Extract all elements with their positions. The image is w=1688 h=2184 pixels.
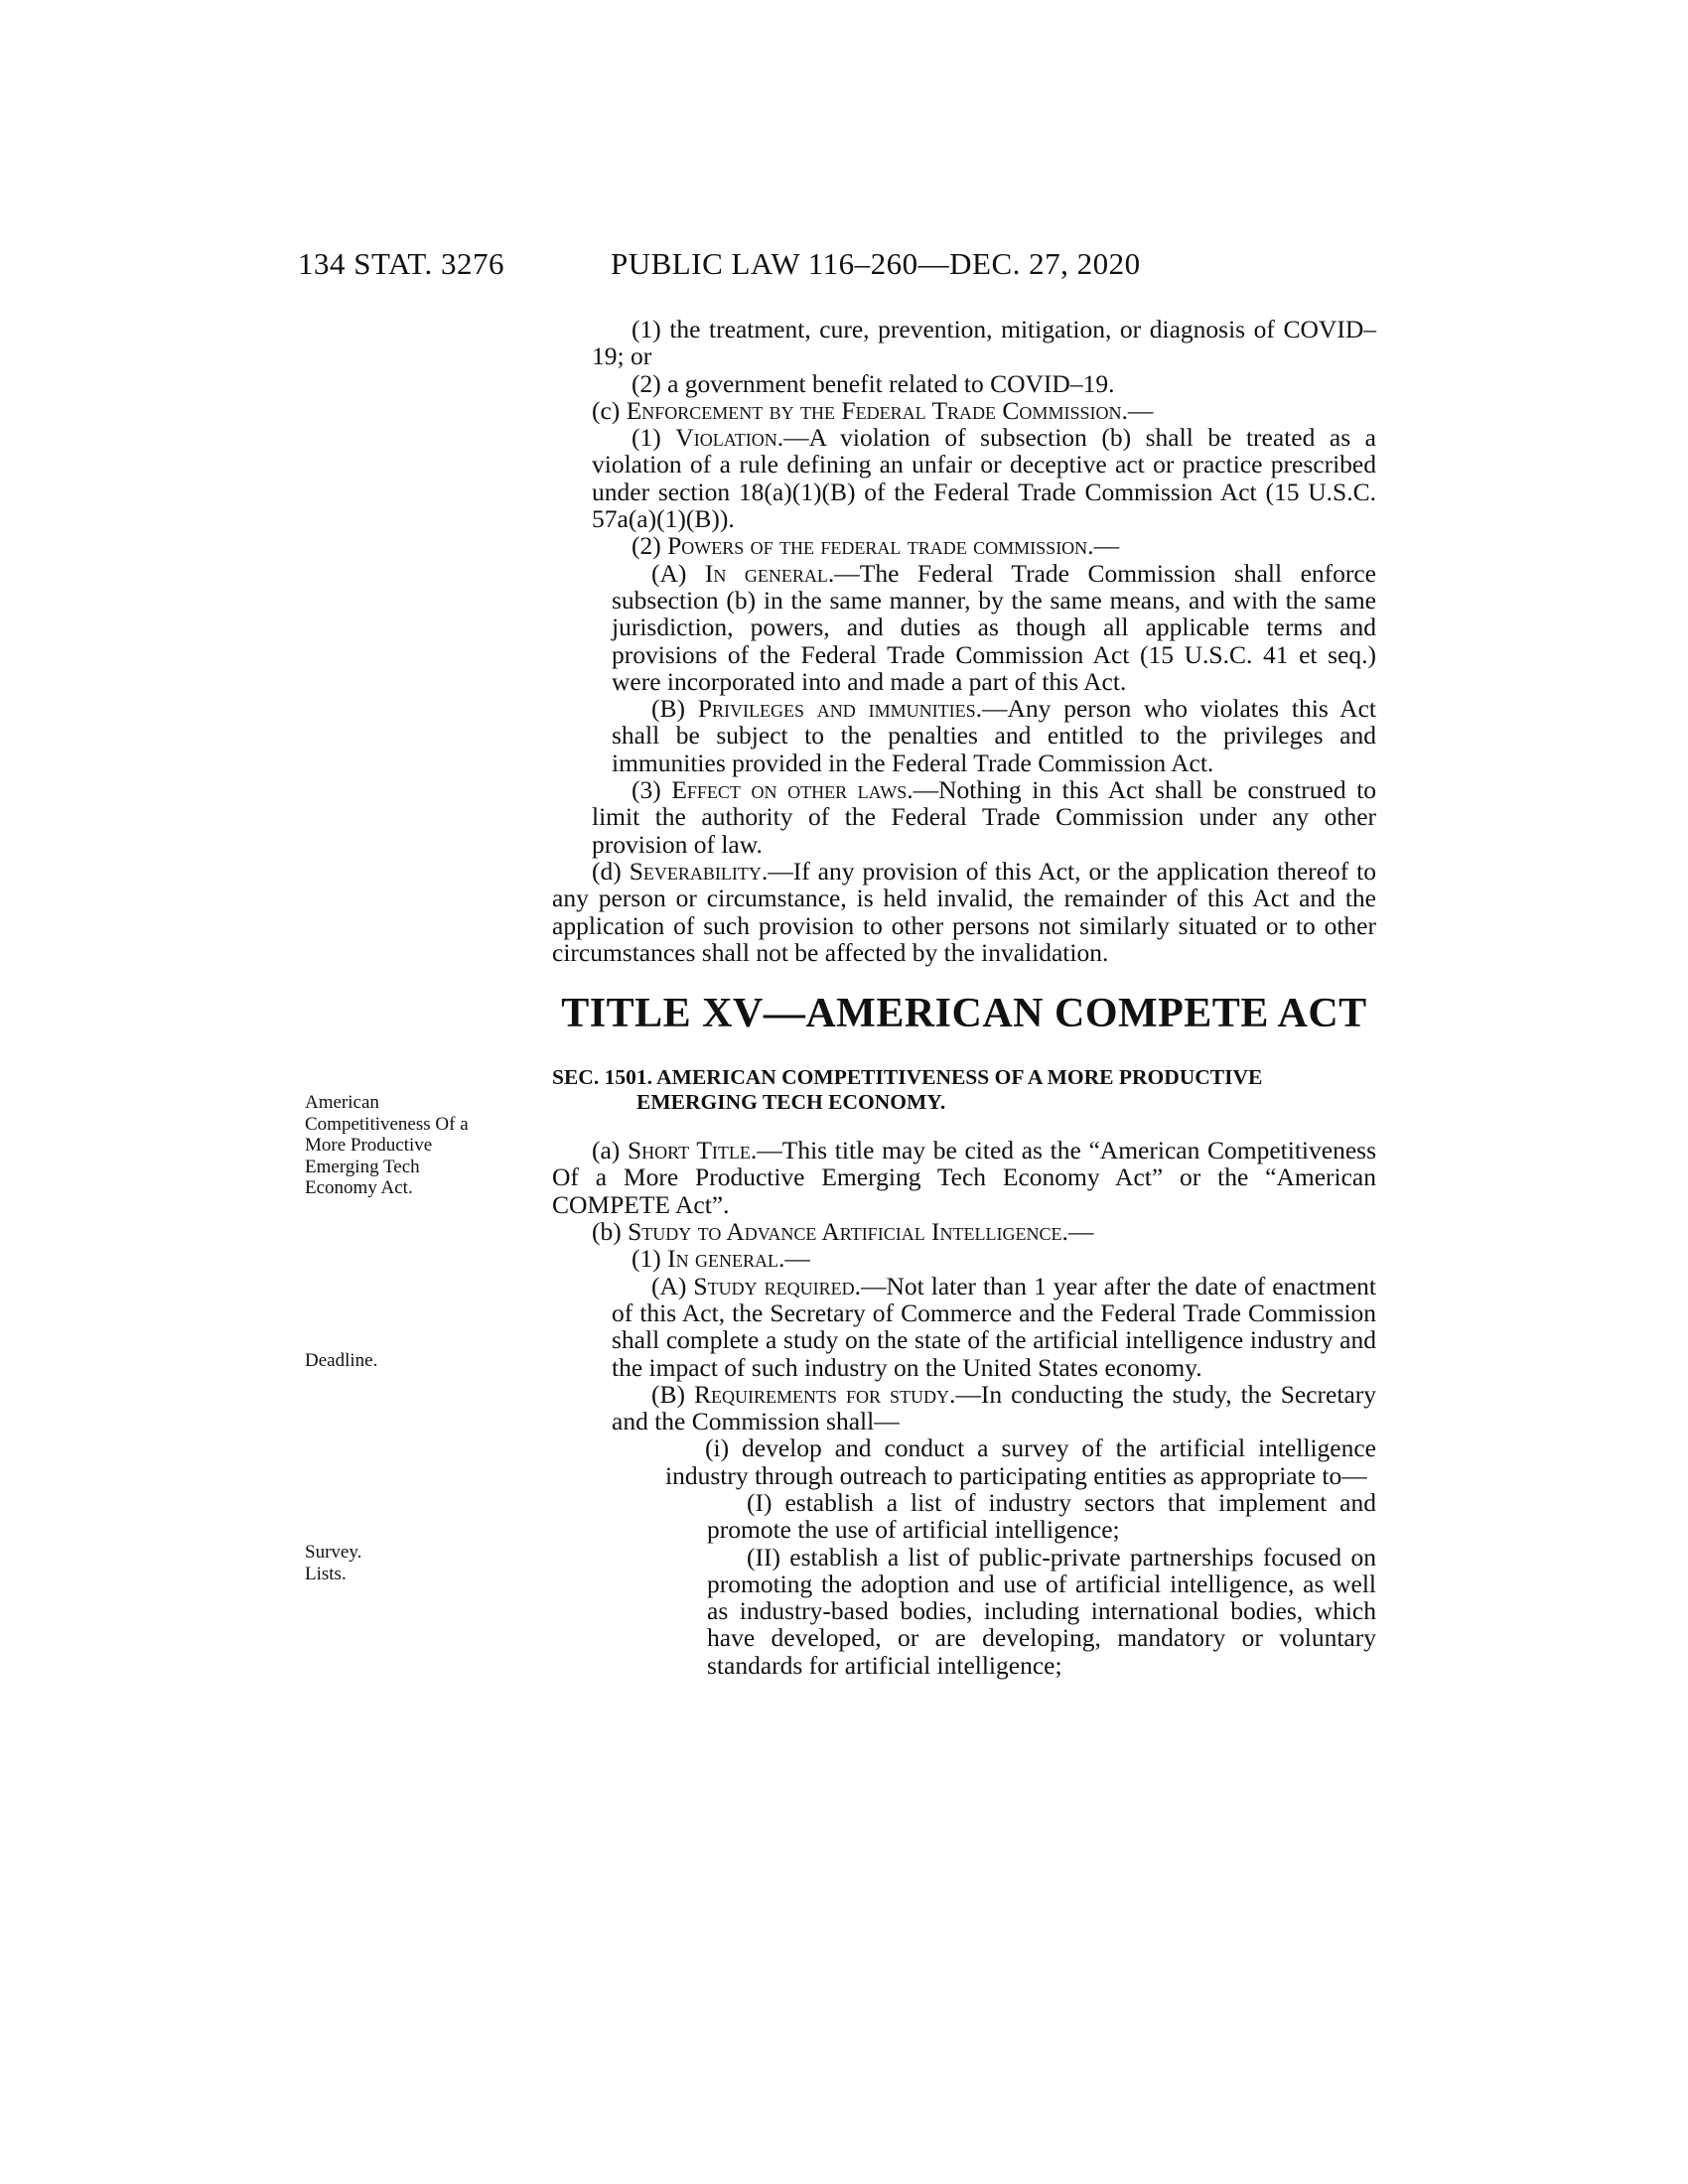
subsection-c-dash: —	[1127, 395, 1154, 425]
section-heading-line-1: SEC. 1501. AMERICAN COMPETITIVENESS OF A MORE PRODUCTIVE	[552, 1065, 1263, 1090]
subsection-d-text: —If any provision of this Act, or the application thereof to any person or circumstance, is held invalid, the remainder of this Act and the application of such provision to other persons not similarly situated or to other circumstances shall not be affected by the invalidation.	[552, 856, 1376, 967]
subparagraph-c2a-number: (A)	[651, 558, 705, 588]
subsection-a-heading: Short Title.	[628, 1136, 758, 1165]
paragraph-2: (2) a government benefit related to COVID–19.	[632, 368, 1115, 398]
paragraph-c3-number: (3)	[632, 775, 672, 805]
clause-i: (i) develop and conduct a survey of the artificial intelligence industry through outreach to participating entities as appropriate to—	[665, 1433, 1376, 1490]
subparagraph-c2b-number: (B)	[651, 694, 698, 724]
paragraph-c1-number: (1)	[632, 423, 676, 453]
subparagraph-c2a-heading: In general.	[704, 558, 835, 588]
page-header	[0, 246, 1688, 286]
subsection-c-heading: Enforcement by the Federal Trade Commission.	[626, 395, 1128, 425]
paragraph-c2-dash: —	[1093, 531, 1120, 561]
subsection-d-number: (d)	[592, 856, 630, 886]
subclause-II: (II) establish a list of public-private partnerships focused on promoting the adoption and use of artificial intelligence, as well as industry-based bodies, including international bodies, which have developed, or are developing, mandatory or voluntary standards for artificial intelligence;	[707, 1542, 1376, 1680]
section-heading	[552, 1065, 1376, 1115]
subparagraph-c2a	[552, 560, 1376, 695]
public-law-reference: PUBLIC LAW 116–260—DEC. 27, 2020	[611, 246, 1141, 281]
subparagraph-b1b-number: (B)	[651, 1379, 694, 1409]
subparagraph-b1b	[552, 1381, 1376, 1435]
paragraph-b1-heading: In general.	[667, 1244, 785, 1274]
subsection-b-number: (b)	[592, 1217, 629, 1247]
subsection-d-heading: Severability.	[629, 856, 769, 886]
subsection-c-number: (c)	[592, 395, 627, 425]
subparagraph-b1b-text: —In conducting the study, the Secretary and the Commission shall—	[612, 1379, 1376, 1436]
paragraph-c3	[552, 776, 1376, 858]
subsection-a-text: —This title may be cited as the “American Competitiveness Of a More Productive Emerging Tech Economy Act” or the “American COMPETE Act”.	[552, 1136, 1376, 1219]
subparagraph-c2b	[552, 695, 1376, 776]
subsection-b-heading: Study to Advance Artificial Intelligence.	[628, 1217, 1068, 1247]
statute-page-reference: 134 STAT. 3276	[298, 246, 505, 281]
subparagraph-c2a-text: —The Federal Trade Commission shall enforce subsection (b) in the same manner, by the same means, and with the same jurisdiction, powers, and duties as though all applicable terms and provisions of the Federal Trade Commission Act (15 U.S.C. 41 et seq.) were incorporated into and made a part of this Act.	[612, 558, 1377, 696]
subparagraph-b1a-text: —Not later than 1 year after the date of enactment of this Act, the Secretary of Commerce and the Federal Trade Commission shall complete a study on the state of the artificial intelligence industry and the impact of such industry on the United States economy.	[612, 1271, 1376, 1382]
document-body	[552, 316, 1376, 1679]
paragraph-c1	[552, 424, 1376, 532]
section-heading-line-2: EMERGING TECH ECONOMY.	[636, 1090, 946, 1115]
subsection-a	[552, 1137, 1376, 1218]
subparagraph-b1a	[552, 1273, 1376, 1381]
paragraph-c2	[552, 532, 1376, 559]
margin-note-survey	[305, 1542, 474, 1584]
paragraph-b1-number: (1)	[632, 1244, 668, 1274]
paragraph-b1-dash: —	[784, 1244, 810, 1274]
subparagraph-c2b-text: —Any person who violates this Act shall be subject to the penalties and entitled to the privileges and immunities provided in the Federal Trade Commission Act.	[612, 694, 1376, 777]
subparagraph-c2b-heading: Privileges and immunities.	[697, 694, 982, 724]
margin-note-deadline: Deadline.	[305, 1350, 378, 1371]
title-heading: TITLE XV—AMERICAN COMPETE ACT	[561, 991, 1367, 1037]
subsection-b	[552, 1218, 1376, 1245]
paragraph-c3-text: —Nothing in this Act shall be construed to limit the authority of the Federal Trade Commission under any other provision of law.	[592, 775, 1377, 859]
paragraph-c1-heading: Violation.	[675, 423, 784, 453]
paragraph-b1	[552, 1245, 1376, 1272]
paragraph-1: (1) the treatment, cure, prevention, mitigation, or diagnosis of COVID–19; or	[592, 315, 1376, 371]
margin-note-lists-label: Lists.	[305, 1563, 347, 1584]
subclause-I: (I) establish a list of industry sectors that implement and promote the use of artificial intelligence;	[707, 1487, 1376, 1545]
subsection-c	[552, 397, 1376, 424]
paragraph-c2-heading: Powers of the federal trade commission.	[667, 531, 1094, 561]
paragraph-c2-number: (2)	[632, 531, 668, 561]
paragraph-c1-text: —A violation of subsection (b) shall be treated as a violation of a rule defining an unfair or deceptive act or practice prescribed under section 18(a)(1)(B) of the Federal Trade Commission Act (15 U.S.C. 57a(a)(1)(B)).	[592, 423, 1377, 534]
paragraph-c3-heading: Effect on other laws.	[671, 775, 914, 805]
margin-note-act-name: American Competitiveness Of a More Productive Emerging Tech Economy Act.	[305, 1092, 469, 1198]
margin-note-survey-label: Survey.	[305, 1542, 362, 1563]
subsection-b-dash: —	[1067, 1217, 1094, 1247]
subparagraph-b1a-number: (A)	[651, 1271, 694, 1300]
subsection-d	[552, 858, 1376, 966]
subsection-a-number: (a)	[592, 1136, 628, 1165]
subparagraph-b1b-heading: Requirements for study.	[694, 1379, 956, 1409]
subparagraph-b1a-heading: Study required.	[693, 1271, 861, 1300]
